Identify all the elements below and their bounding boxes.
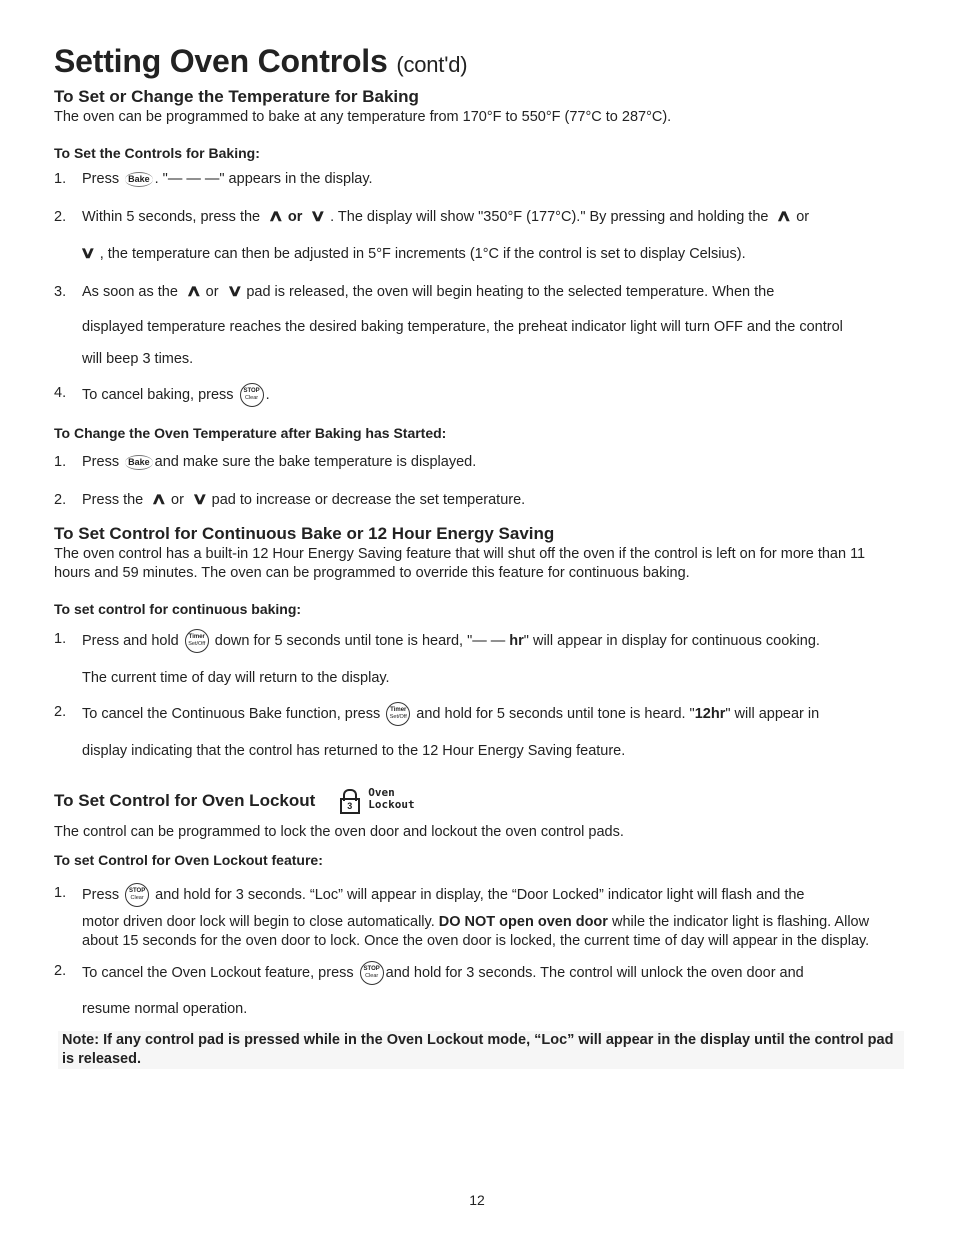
timer-pad-icon: Timer Set/Off (185, 629, 209, 653)
step-change-2: 2. Press the ∧ or ∨ pad to increase or decrease the set temperature. (54, 491, 526, 509)
subheading-change-temp: To Change the Oven Temperature after Baking has Started: (54, 425, 447, 442)
bake-pad-icon: Bake (125, 455, 153, 470)
step-bake-1: 1. Press Bake . "— — —" appears in the display. (54, 171, 373, 188)
stop-clear-pad-icon: STOP Clear (360, 961, 384, 985)
manual-page (54, 44, 904, 1069)
up-arrow-icon: ∧ (150, 491, 168, 509)
section-heading-lockout: To Set Control for Oven Lockout (54, 790, 316, 810)
oven-lockout-label: Oven Lockout (368, 786, 415, 812)
step-lockout-2: 2. To cancel the Oven Lockout feature, press STOP Clear and hold for 3 seconds. The control will unlock the oven door and resume normal operation. (54, 963, 804, 1018)
stop-clear-pad-icon: STOP Clear (240, 383, 264, 407)
down-arrow-icon: ∨ (226, 283, 243, 301)
down-arrow-icon: ∨ (79, 245, 97, 263)
page-number: 12 (469, 1192, 485, 1208)
title-suffix: (cont'd) (396, 52, 468, 77)
subheading-set-controls: To Set the Controls for Baking: (54, 144, 260, 161)
subheading-continuous-baking: To set control for continuous baking: (54, 600, 302, 617)
lockout-note: Note: If any control pad is pressed while in the Oven Lockout mode, “Loc” will appear in the display until the control pad is released. (58, 1031, 904, 1069)
section-heading-lockout-row (54, 787, 904, 811)
timer-pad-icon: Timer Set/Off (386, 702, 410, 726)
up-arrow-icon: ∧ (776, 208, 793, 226)
step-change-1: 1. Press Bake and make sure the bake temperature is displayed. (54, 454, 477, 471)
subheading-lockout-feature: To set Control for Oven Lockout feature: (54, 852, 323, 869)
up-arrow-icon: ∧ (185, 283, 203, 301)
section-intro-temperature: The oven can be programmed to bake at any temperature from 170°F to 550°F (77°C to 287°C). (54, 108, 672, 125)
step-bake-4: 4. To cancel baking, press STOP Clear . (54, 383, 904, 407)
step-continuous-2: 2. To cancel the Continuous Bake function, press Timer Set/Off and hold for 5 seconds until tone is heard. "12hr" will appear in display indicating that the control has returned to the 12 Hour Energy Saving feature. (54, 704, 820, 760)
section-intro-lockout: The control can be programmed to lock the oven door and lockout the oven control pads. (54, 824, 624, 841)
section-heading-continuous-bake: To Set Control for Continuous Bake or 12 Hour Energy Saving (54, 524, 555, 544)
stop-clear-pad-icon: STOP Clear (125, 883, 149, 907)
step-bake-3: 3. As soon as the ∧ or ∨ pad is released, the oven will begin heating to the selected temperature. When the displayed temperature reaches the desired baking temperature, the preheat indicator light will turn OFF and the control will beep 3 times. (54, 283, 843, 368)
section-intro-continuous-bake: The oven control has a built-in 12 Hour Energy Saving feature that will shut off the oven if the control is left on for more than 11 hours and 59 minutes. The oven can be programmed to override this feature for continuous baking. (54, 545, 866, 581)
lock-icon: 3 (340, 789, 358, 811)
up-arrow-icon: ∧ (267, 208, 285, 226)
step-bake-2: 2. Within 5 seconds, press the ∧ or ∨ . The display will show "350°F (177°C)." By pressing and holding the ∧ or ∨ , the temperature can then be adjusted in 5°F increments (1°C if the control is set to display Celsius). (54, 208, 810, 263)
section-heading-temperature: To Set or Change the Temperature for Baking (54, 87, 419, 107)
page-title: Setting Oven Controls (cont'd) (54, 43, 468, 79)
step-continuous-1: 1. Press and hold Timer Set/Off down for 5 seconds until tone is heard, "— — hr" will appear in display for continuous cooking. The current time of day will return to the display. (54, 631, 820, 687)
down-arrow-icon: ∨ (191, 491, 208, 509)
down-arrow-icon: ∨ (310, 208, 327, 226)
step-lockout-1: 1. Press STOP Clear and hold for 3 seconds. “Loc” will appear in display, the “Door Locked” indicator light will flash and the motor driven door lock will begin to close automatically. DO NOT open oven door while the indicator light is flashing. Allow about 15 seconds for the oven door to lock. Once the oven door is locked, the current time of day will appear in the display. (54, 885, 870, 950)
bake-pad-icon: Bake (125, 172, 153, 187)
